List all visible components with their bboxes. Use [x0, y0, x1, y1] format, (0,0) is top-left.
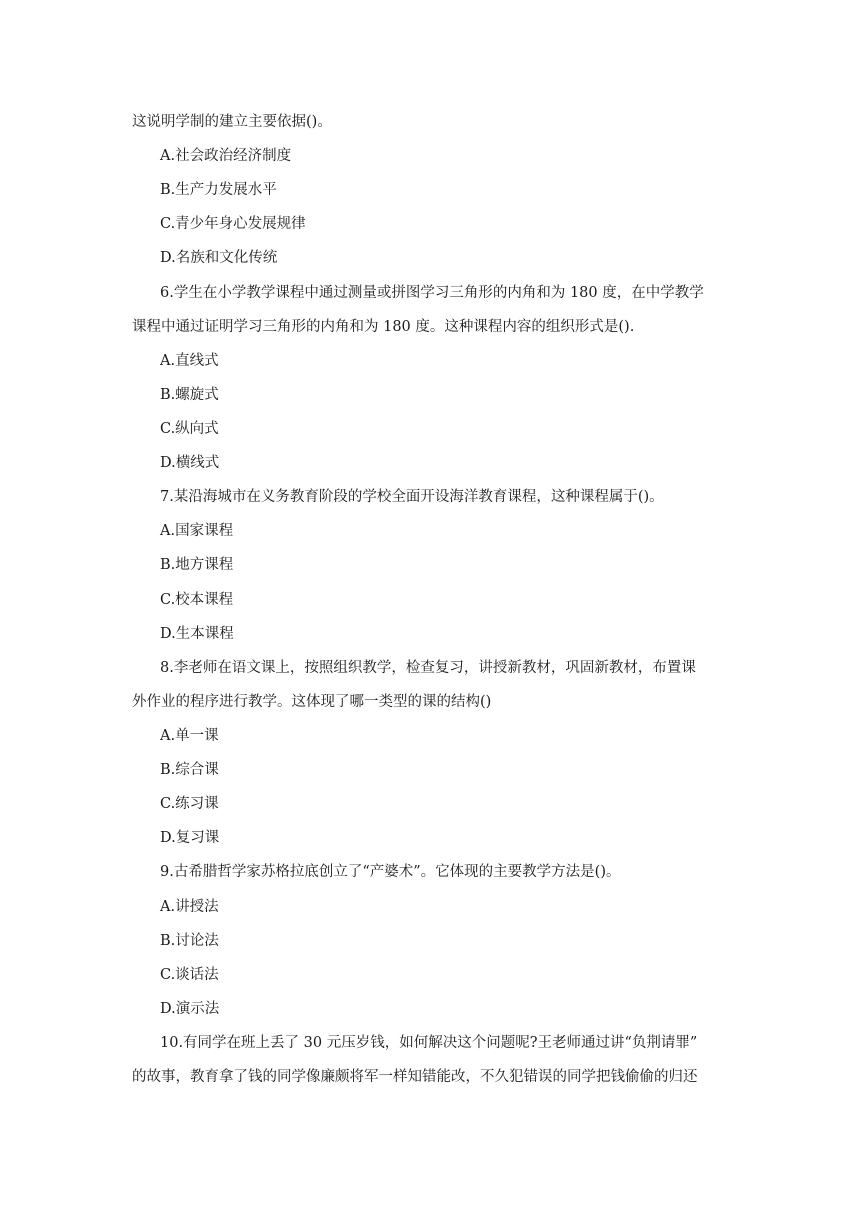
q10-stem-line-1: 10.有同学在班上丢了 30 元压岁钱，如何解决这个问题呢?王老师通过讲“负荆请罪”: [160, 1035, 698, 1051]
q6-option-b: B.螺旋式: [160, 387, 219, 403]
q6-stem-line-2: 课程中通过证明学习三角形的内角和为 180 度。这种课程内容的组织形式是().: [132, 319, 635, 335]
q8-stem-line-2: 外作业的程序进行教学。这体现了哪一类型的课的结构(): [132, 694, 492, 710]
q9-option-a: A.讲授法: [160, 899, 219, 915]
q5-option-c: C.青少年身心发展规律: [160, 216, 306, 232]
q10-stem-line-2: 的故事，教育拿了钱的同学像廉颇将军一样知错能改，不久犯错误的同学把钱偷偷的归还: [132, 1069, 698, 1085]
q6-option-a: A.直线式: [160, 353, 219, 369]
q5-option-a: A.社会政治经济制度: [160, 148, 292, 164]
q5-option-b: B.生产力发展水平: [160, 182, 277, 198]
q9-option-b: B.讨论法: [160, 933, 219, 949]
q6-option-d: D.横线式: [160, 455, 220, 471]
q7-stem-line-1: 7.某沿海城市在义务教育阶段的学校全面开设海洋教育课程，这种课程属于()。: [160, 489, 664, 505]
q6-option-c: C.纵向式: [160, 421, 219, 437]
q6-stem-line-1: 6.学生在小学教学课程中通过测量或拼图学习三角形的内角和为 180 度，在中学教学: [160, 285, 704, 301]
q9-stem-line-1: 9.古希腊哲学家苏格拉底创立了“产婆术”。它体现的主要教学方法是()。: [160, 864, 621, 880]
q8-option-d: D.复习课: [160, 830, 220, 846]
q8-option-b: B.综合课: [160, 762, 219, 778]
q9-option-c: C.谈话法: [160, 967, 219, 983]
q8-option-a: A.单一课: [160, 728, 219, 744]
q9-option-d: D.演示法: [160, 1001, 220, 1017]
q5-option-d: D.名族和文化传统: [160, 250, 278, 266]
q5-stem-end: 这说明学制的建立主要依据()。: [132, 114, 332, 130]
q7-option-d: D.生本课程: [160, 626, 234, 642]
q8-stem-line-1: 8.李老师在语文课上，按照组织教学，检查复习，讲授新教材，巩固新教材，布置课: [160, 660, 696, 676]
q7-option-b: B.地方课程: [160, 557, 234, 573]
q7-option-c: C.校本课程: [160, 592, 234, 608]
q8-option-c: C.练习课: [160, 796, 219, 812]
q7-option-a: A.国家课程: [160, 523, 234, 539]
